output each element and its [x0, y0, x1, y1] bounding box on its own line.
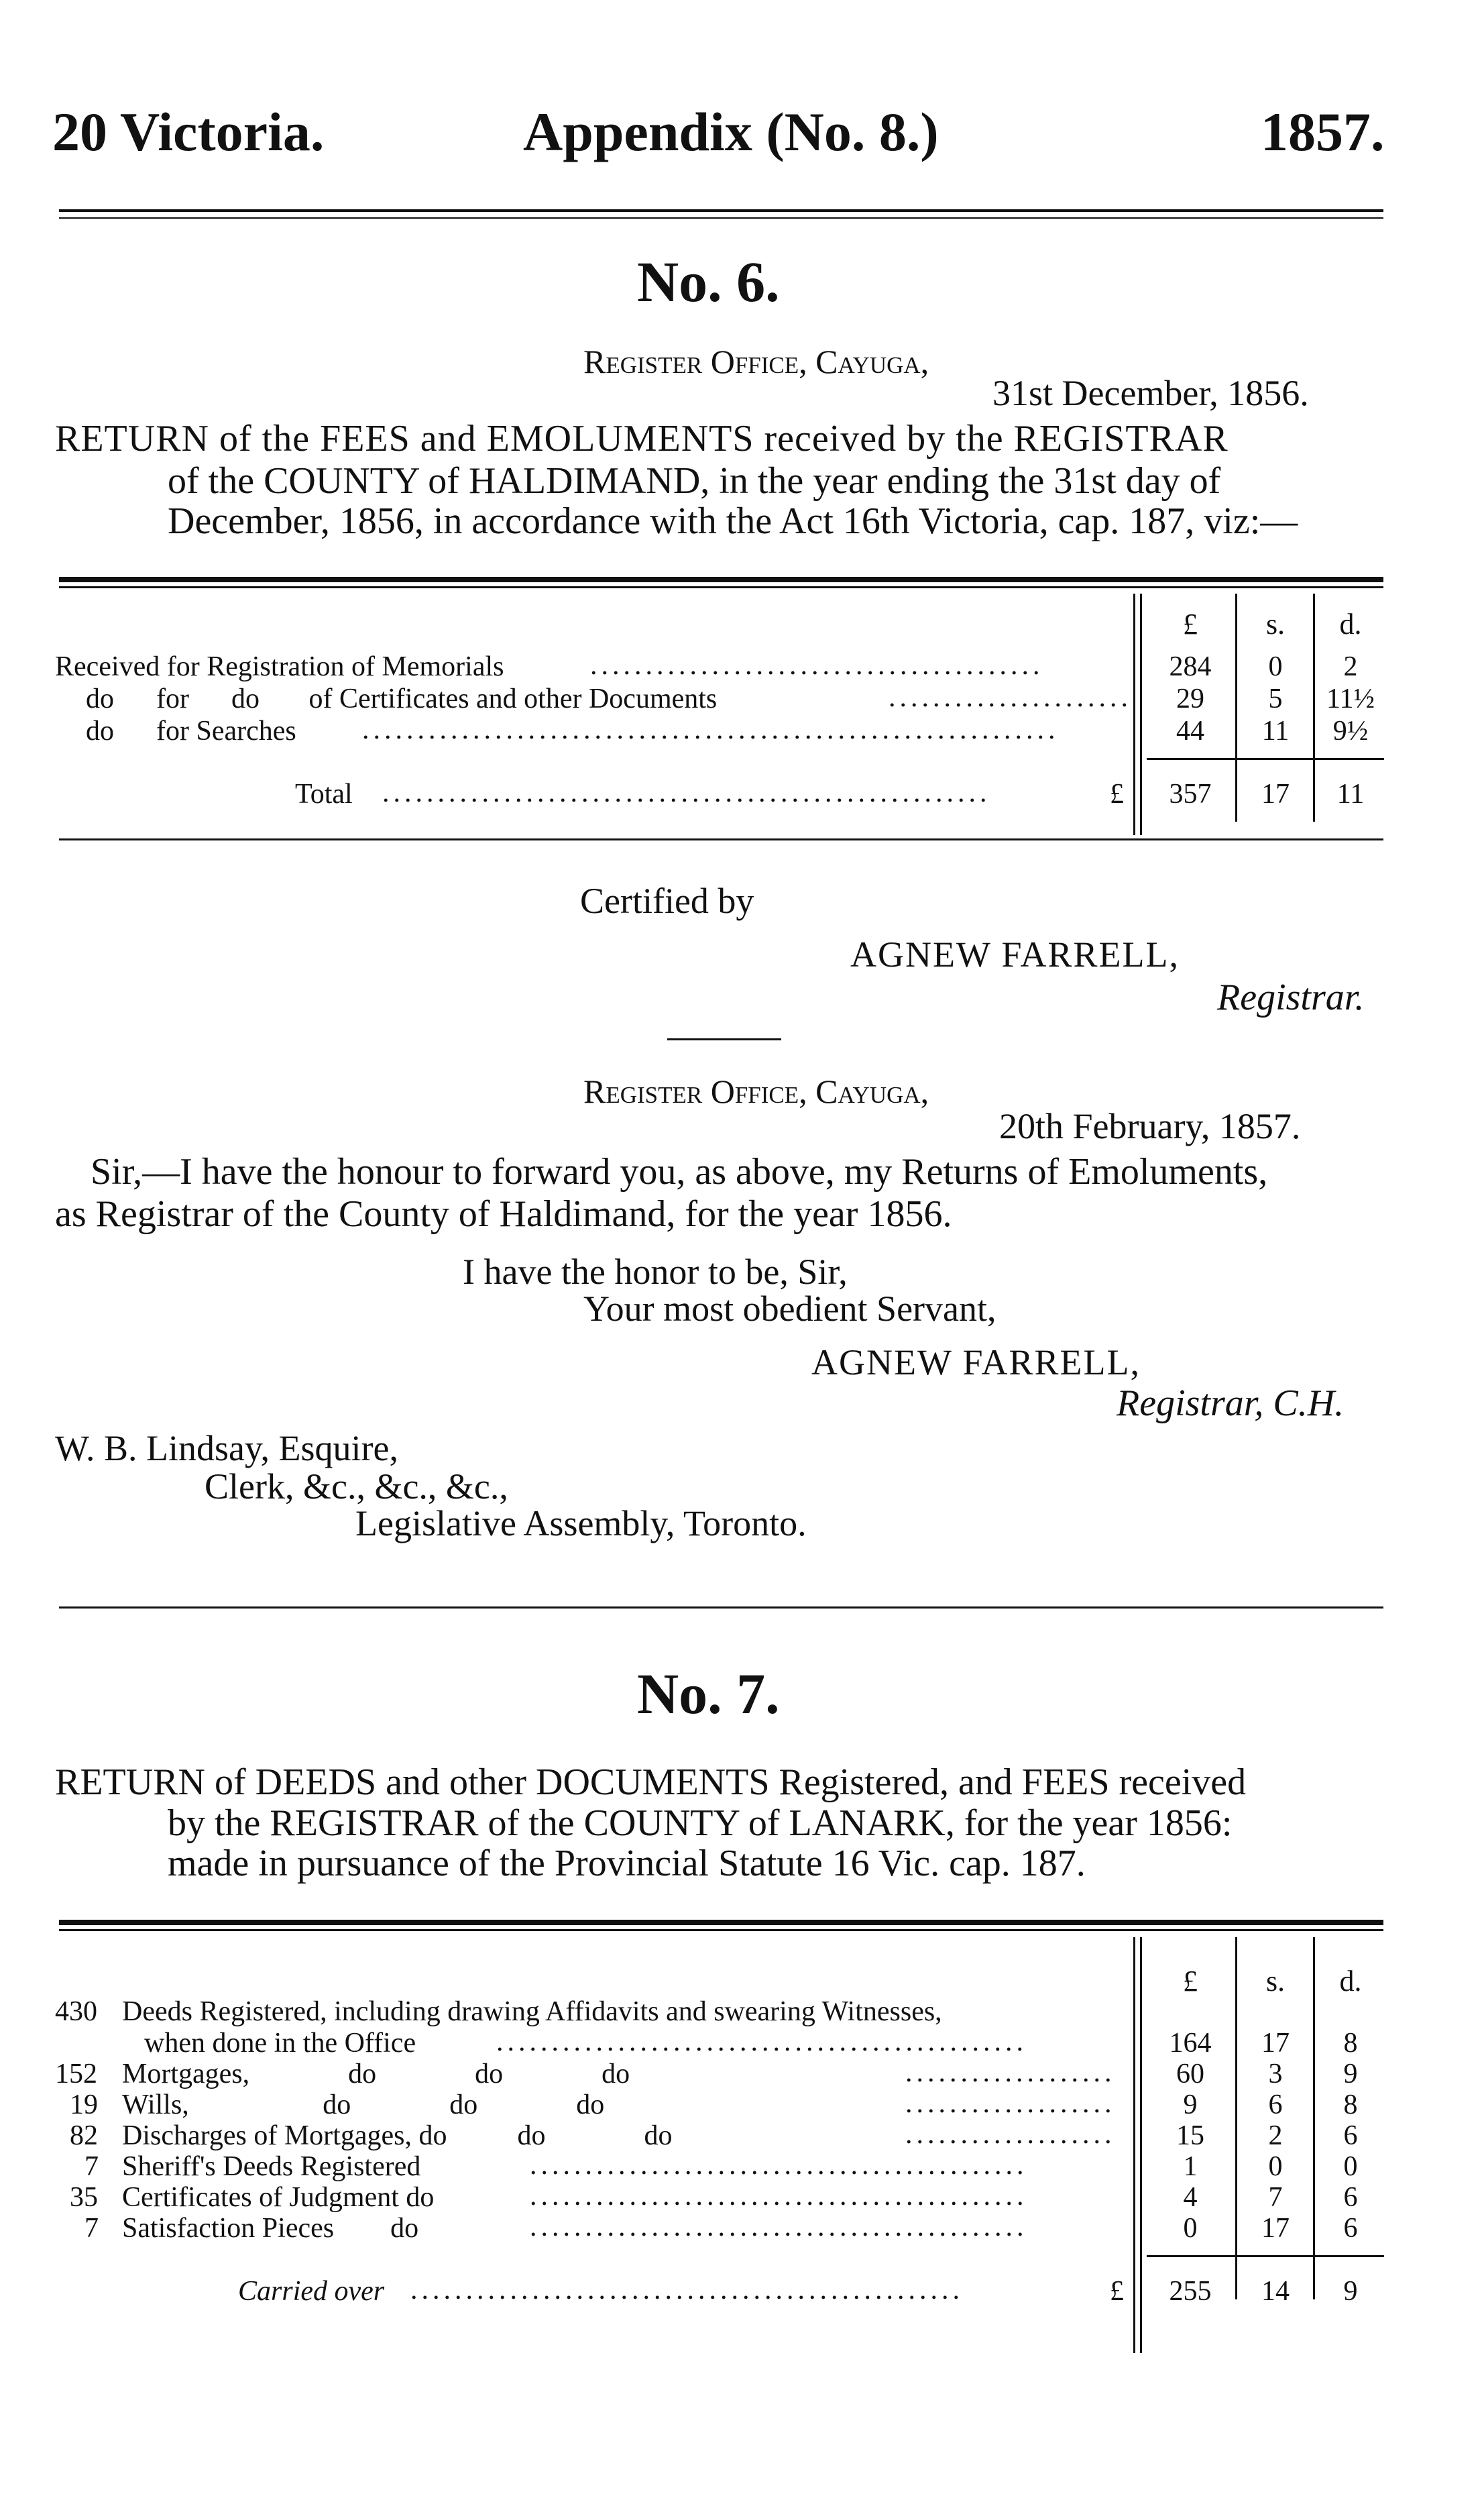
no7-row-d: 6 — [1343, 2120, 1358, 2151]
no6-col-divider-1b — [1140, 594, 1142, 835]
no7-row-s: 6 — [1268, 2089, 1283, 2120]
no7-col-divider-1b — [1140, 1937, 1142, 2353]
no7-row-pound: 164 — [1169, 2028, 1212, 2059]
no7-row-d: 8 — [1343, 2089, 1358, 2120]
no6-col-d: d. — [1339, 608, 1362, 641]
no7-row-count: 82 — [70, 2120, 98, 2151]
no7-row-label: Discharges of Mortgages, do do do — [122, 2120, 673, 2151]
no6-col-divider-2 — [1235, 594, 1237, 822]
letter-date: 20th February, 1857. — [999, 1106, 1301, 1146]
no7-row-s: 2 — [1268, 2120, 1283, 2151]
no7-row-count: 152 — [55, 2059, 97, 2089]
no6-col-s: s. — [1265, 608, 1286, 641]
no6-row-d: 2 — [1343, 651, 1358, 682]
no7-row-leader: ................... — [905, 2057, 1116, 2088]
letter-closing2: Your most obedient Servant, — [583, 1289, 996, 1329]
no7-return-line3: made in pursuance of the Provincial Statute 16 Vic. cap. 187. — [168, 1843, 1086, 1884]
no7-row-s: 17 — [1261, 2028, 1290, 2059]
section-divider-short — [667, 1038, 781, 1040]
no7-carried-s: 14 — [1261, 2276, 1290, 2307]
no7-row-pound: 1 — [1183, 2151, 1198, 2182]
letter-body-line1: Sir,—I have the honour to forward you, as above, my Returns of Emoluments, — [91, 1151, 1268, 1193]
no7-table-rule-top — [59, 1920, 1383, 1925]
no6-row-d: 9½ — [1332, 716, 1369, 747]
no6-row-pound: 284 — [1169, 651, 1212, 682]
no6-row-leader: ...................... — [889, 682, 1132, 713]
no7-row-d: 8 — [1343, 2028, 1358, 2059]
no7-col-pound: £ — [1183, 1965, 1198, 1998]
no7-return-line2: by the REGISTRAR of the COUNTY of LANARK, for the year 1856: — [168, 1802, 1233, 1844]
header-rule-bottom — [59, 217, 1383, 219]
no7-row-d: 6 — [1343, 2213, 1358, 2244]
letter-addressee2: Clerk, &c., &c., &c., — [205, 1466, 508, 1507]
no6-row-leader: ......................................... — [590, 650, 1044, 681]
no7-row-label: Sheriff's Deeds Registered — [122, 2151, 421, 2182]
header-rule-top — [59, 209, 1383, 212]
header-right: 1857. — [1261, 101, 1385, 162]
no6-table-rule-top2 — [59, 586, 1383, 588]
letter-addressee1: W. B. Lindsay, Esquire, — [55, 1428, 398, 1468]
no7-row-s: 17 — [1261, 2213, 1290, 2244]
no6-total-pound-sign: £ — [1110, 779, 1124, 810]
no7-col-s: s. — [1265, 1965, 1286, 1998]
no6-row-s: 5 — [1268, 684, 1283, 714]
no6-return-line3: December, 1856, in accordance with the Act 16th Victoria, cap. 187, viz:— — [168, 500, 1298, 542]
no6-row-label: do for do of Certificates and other Documents — [86, 684, 718, 714]
no7-row-s: 7 — [1268, 2182, 1283, 2213]
no6-col-divider-1 — [1133, 594, 1135, 835]
letter-body-line2: as Registrar of the County of Haldimand, for the year 1856. — [55, 1193, 952, 1235]
no6-total-pound: 357 — [1169, 779, 1212, 810]
no7-carried-leader: .................................................. — [410, 2275, 964, 2305]
no7-carried-label: Carried over — [238, 2276, 385, 2307]
no6-col-pound: £ — [1183, 608, 1198, 641]
header-left: 20 Victoria. — [52, 101, 325, 162]
no6-return-line2: of the COUNTY of HALDIMAND, in the year ending the 31st day of — [168, 460, 1221, 502]
no7-row-pound: 4 — [1183, 2182, 1198, 2213]
letter-signer: AGNEW FARRELL, — [811, 1342, 1141, 1382]
no7-row-label: Deeds Registered, including drawing Affidavits and swearing Witnesses, — [122, 1996, 942, 2027]
header-center: Appendix (No. 8.) — [523, 101, 939, 162]
no7-row-count: 430 — [55, 1996, 97, 2027]
no7-row-pound: 9 — [1183, 2089, 1198, 2120]
no6-title: No. 6. — [637, 250, 780, 314]
no7-row-count: 7 — [84, 2213, 99, 2244]
no6-row-pound: 44 — [1176, 716, 1204, 747]
no7-row-label: Certificates of Judgment do — [122, 2182, 435, 2213]
no6-col-divider-3 — [1313, 594, 1315, 822]
no7-row-d: 9 — [1343, 2059, 1358, 2089]
no7-row-pound: 0 — [1183, 2213, 1198, 2244]
no7-row-leader: ............................................. — [530, 2150, 1028, 2181]
no7-col-divider-2 — [1235, 1937, 1237, 2299]
section-divider-long — [59, 1606, 1383, 1609]
no7-carried-pound: 255 — [1169, 2276, 1212, 2307]
letter-closing1: I have the honor to be, Sir, — [463, 1252, 848, 1292]
no7-return-line1: RETURN of DEEDS and other DOCUMENTS Registered, and FEES received — [55, 1761, 1247, 1803]
no7-row-s: 0 — [1268, 2151, 1283, 2182]
no6-total-label: Total — [295, 779, 353, 810]
no6-row-label: Received for Registration of Memorials — [55, 651, 504, 682]
no7-row-count: 35 — [70, 2182, 98, 2213]
no7-title: No. 7. — [637, 1661, 780, 1726]
no7-row-label: Wills, do do do — [122, 2089, 605, 2120]
letter-signer-title: Registrar, C.H. — [1117, 1382, 1345, 1424]
no7-row-s: 3 — [1268, 2059, 1283, 2089]
no6-certified-by: Certified by — [580, 881, 754, 921]
no7-row-label: when done in the Office — [144, 2028, 416, 2059]
no7-carried-pound-sign: £ — [1110, 2276, 1124, 2307]
no7-row-pound: 60 — [1176, 2059, 1204, 2089]
no7-carried-rule — [1147, 2255, 1384, 2257]
letter-addressee3: Legislative Assembly, Toronto. — [355, 1503, 807, 1543]
no7-row-count: 19 — [70, 2089, 98, 2120]
no6-table-rule-top — [59, 577, 1383, 582]
no6-row-pound: 29 — [1176, 684, 1204, 714]
no7-row-count: 7 — [84, 2151, 99, 2182]
no6-total-s: 17 — [1261, 779, 1290, 810]
no6-row-leader: ............................................................... — [362, 714, 1060, 745]
no6-date: 31st December, 1856. — [992, 373, 1309, 413]
no7-row-leader: ............................................. — [530, 2181, 1028, 2212]
no7-row-leader: ................... — [905, 2088, 1116, 2119]
letter-office: Register Office, Cayuga, — [583, 1073, 929, 1110]
no6-return-line1: RETURN of the FEES and EMOLUMENTS received by the REGISTRAR — [55, 418, 1229, 459]
no6-table-rule-bottom — [59, 838, 1383, 840]
no7-col-divider-3 — [1313, 1937, 1315, 2299]
no6-total-leader: ....................................................... — [382, 777, 991, 808]
no7-row-d: 6 — [1343, 2182, 1358, 2213]
no6-signer: AGNEW FARRELL, — [850, 934, 1180, 975]
no7-row-d: 0 — [1343, 2151, 1358, 2182]
no6-office: Register Office, Cayuga, — [583, 343, 929, 380]
no7-row-pound: 15 — [1176, 2120, 1204, 2151]
no6-row-s: 11 — [1261, 716, 1290, 747]
no7-carried-d: 9 — [1343, 2276, 1358, 2307]
no7-row-leader: ............................................. — [530, 2212, 1028, 2242]
no6-signer-title: Registrar. — [1217, 977, 1365, 1018]
no6-row-d: 11½ — [1326, 684, 1375, 714]
no7-row-leader: ................... — [905, 2119, 1116, 2150]
no7-row-label: Mortgages, do do do — [122, 2059, 630, 2089]
no6-row-s: 0 — [1268, 651, 1283, 682]
no7-col-d: d. — [1339, 1965, 1362, 1998]
no6-total-d: 11 — [1336, 779, 1365, 810]
no7-row-label: Satisfaction Pieces do — [122, 2213, 419, 2244]
no7-table-rule-top2 — [59, 1929, 1383, 1931]
no6-total-rule — [1147, 758, 1384, 760]
no6-row-label: do for Searches — [86, 716, 296, 747]
no7-col-divider-1 — [1133, 1937, 1135, 2353]
no7-row-leader: ................................................ — [496, 2026, 1027, 2057]
